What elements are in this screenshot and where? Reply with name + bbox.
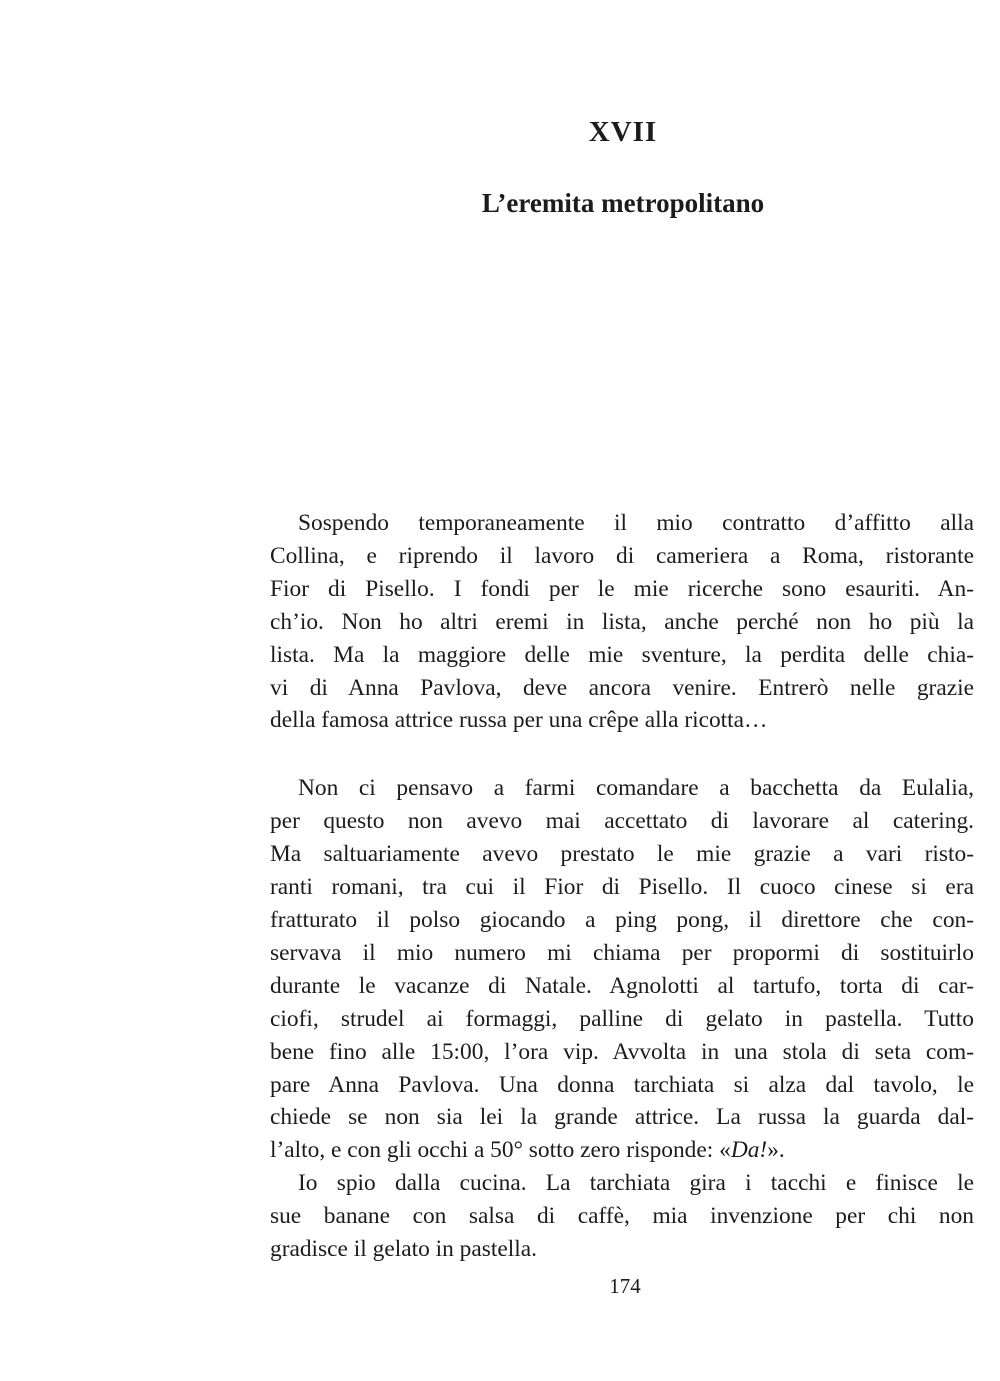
paragraph-2 [270, 772, 974, 1167]
text-line: Sospendo temporaneamente il mio contratto d’affitto alla [298, 510, 974, 536]
text-line: pare Anna Pavlova. Una donna tarchiata si alza dal tavolo, le [270, 1071, 974, 1098]
text-line: Non ci pensavo a farmi comandare a bacchetta da Eulalia, [298, 775, 974, 802]
paragraph-3 [270, 1167, 974, 1266]
chapter-number: XVII [588, 116, 658, 148]
text-line: chiede se non sia lei la grande attrice. La russa la guarda dal- [270, 1104, 974, 1131]
text-line: servava il mio numero mi chiama per propormi di sostituirlo [270, 939, 974, 966]
text-line: ch’io. Non ho altri eremi in lista, anche perché non ho più la [270, 608, 974, 635]
text-line: lista. Ma la maggiore delle mie sventure, la perdita delle chia- [270, 641, 974, 668]
text-line: ranti romani, tra cui il Fior di Pisello. Il cuoco cinese si era [270, 874, 974, 901]
text-line: fratturato il polso giocando a ping pong, il direttore che con- [270, 906, 974, 933]
text-line: durante le vacanze di Natale. Agnolotti al tartufo, torta di car- [270, 972, 974, 999]
paragraph-1 [270, 507, 974, 737]
text-line: Io spio dalla cucina. La tarchiata gira i tacchi e finisce le [298, 1170, 974, 1197]
text-line: Ma saltuariamente avevo prestato le mie grazie a vari risto- [270, 841, 974, 868]
text-line: della famosa attrice russa per una crêpe alla ricotta… [270, 707, 768, 734]
text-line: Collina, e riprendo il lavoro di cameriera a Roma, ristorante [270, 542, 974, 569]
chapter-title: L’eremita metropolitano [481, 188, 765, 218]
paragraph-gap [270, 737, 974, 772]
text-line: per questo non avevo mai accettato di lavorare al catering. [270, 808, 974, 835]
text-line: gradisce il gelato in pastella. [270, 1236, 537, 1263]
text-line: Fior di Pisello. I fondi per le mie ricerche sono esauriti. An- [270, 575, 974, 602]
text-line: sue banane con salsa di caffè, mia invenzione per chi non [270, 1203, 974, 1230]
quoted-reply: Da! [730, 1137, 768, 1164]
text-line: bene fino alle 15:00, l’ora vip. Avvolta in una stola di seta com- [270, 1038, 974, 1065]
text-line: l’alto, e con gli occhi a 50° sotto zero risponde: «Da!». [270, 1137, 785, 1164]
page-number: 174 [609, 1274, 641, 1298]
text-line: ciofi, strudel ai formaggi, palline di gelato in pastella. Tutto [270, 1005, 974, 1032]
chapter-body [270, 507, 974, 1266]
text-line: vi di Anna Pavlova, deve ancora venire. Entrerò nelle grazie [270, 674, 974, 701]
